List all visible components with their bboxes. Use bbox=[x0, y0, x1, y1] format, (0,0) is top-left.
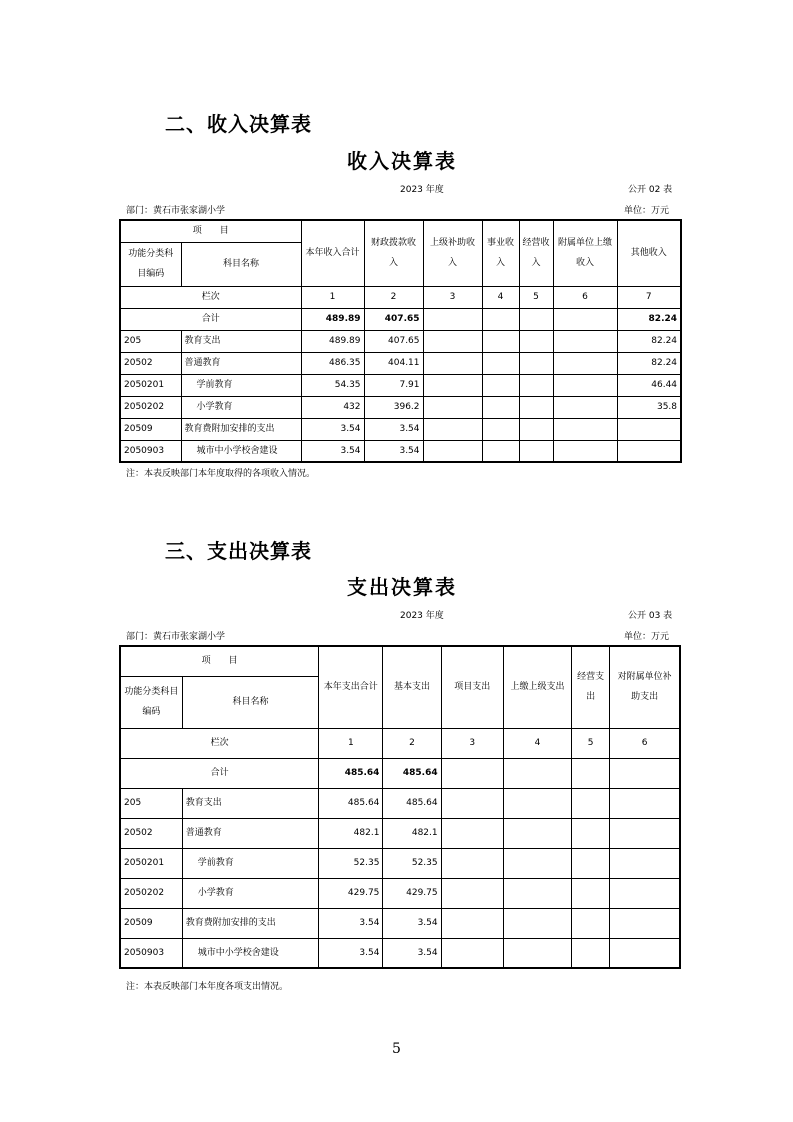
income-colnum: 1 bbox=[301, 286, 364, 308]
expense-total-value bbox=[610, 758, 680, 788]
expense-total-value bbox=[503, 758, 571, 788]
expense-total-value bbox=[572, 758, 610, 788]
income-colnum: 4 bbox=[482, 286, 519, 308]
income-row-value bbox=[617, 440, 681, 462]
income-row-value bbox=[553, 418, 617, 440]
income-row-name: 教育费附加安排的支出 bbox=[181, 418, 301, 440]
income-row-code: 20509 bbox=[120, 418, 181, 440]
income-row-value: 404.11 bbox=[364, 352, 423, 374]
section2-heading: 二、收入决算表 bbox=[165, 112, 312, 136]
expense-total-value: 485.64 bbox=[383, 758, 441, 788]
expense-table-title: 支出决算表 bbox=[347, 575, 457, 599]
income-total-label: 合计 bbox=[120, 308, 301, 330]
expense-row-value bbox=[503, 878, 571, 908]
income-row-value bbox=[423, 418, 482, 440]
expense-colnum: 3 bbox=[441, 728, 503, 758]
expense-row-value: 52.35 bbox=[383, 848, 441, 878]
income-header-superior: 上级补助收入 bbox=[423, 220, 482, 286]
income-table-row bbox=[120, 440, 681, 462]
expense-row-code: 2050903 bbox=[120, 938, 182, 968]
expense-header-project: 项目支出 bbox=[441, 646, 503, 728]
expense-row-value: 52.35 bbox=[319, 848, 383, 878]
expense-row-value bbox=[441, 878, 503, 908]
expense-colnum-label: 栏次 bbox=[120, 728, 319, 758]
income-row-value bbox=[482, 396, 519, 418]
income-total-value bbox=[482, 308, 519, 330]
expense-row-value bbox=[503, 938, 571, 968]
expense-colnum: 6 bbox=[610, 728, 680, 758]
expense-table bbox=[119, 645, 681, 969]
expense-row-value bbox=[572, 848, 610, 878]
expense-row-value bbox=[503, 788, 571, 818]
income-row-value: 35.8 bbox=[617, 396, 681, 418]
income-row-value bbox=[482, 352, 519, 374]
income-total-value bbox=[519, 308, 553, 330]
expense-header-total: 本年支出合计 bbox=[319, 646, 383, 728]
expense-total-row bbox=[120, 758, 680, 788]
income-row-value bbox=[482, 330, 519, 352]
expense-colnum: 5 bbox=[572, 728, 610, 758]
income-table-row bbox=[120, 330, 681, 352]
expense-row-value: 3.54 bbox=[319, 938, 383, 968]
income-row-value: 82.24 bbox=[617, 352, 681, 374]
expense-row-value bbox=[610, 938, 680, 968]
income-row-value bbox=[553, 352, 617, 374]
income-note: 注：本表反映部门本年度取得的各项收入情况。 bbox=[126, 469, 316, 479]
income-header-fiscal: 财政拨款收入 bbox=[364, 220, 423, 286]
expense-row-value: 485.64 bbox=[319, 788, 383, 818]
income-row-code: 20502 bbox=[120, 352, 181, 374]
expense-row-name: 城市中小学校舍建设 bbox=[182, 938, 318, 968]
expense-row-value bbox=[441, 818, 503, 848]
expense-row-code: 205 bbox=[120, 788, 182, 818]
income-row-value bbox=[519, 396, 553, 418]
expense-year: 2023 年度 bbox=[400, 611, 444, 621]
income-total-row bbox=[120, 308, 681, 330]
expense-row-value: 482.1 bbox=[383, 818, 441, 848]
income-row-value bbox=[553, 440, 617, 462]
expense-header-remit: 上缴上级支出 bbox=[503, 646, 571, 728]
income-row-value bbox=[553, 396, 617, 418]
income-row-value: 3.54 bbox=[301, 440, 364, 462]
income-row-value bbox=[423, 440, 482, 462]
expense-header-func-code: 功能分类科目编码 bbox=[120, 676, 182, 728]
expense-table-row bbox=[120, 878, 680, 908]
income-row-value bbox=[423, 374, 482, 396]
expense-header-operating: 经营支出 bbox=[572, 646, 610, 728]
income-colnum: 7 bbox=[617, 286, 681, 308]
income-total-value: 489.89 bbox=[301, 308, 364, 330]
expense-row-value bbox=[572, 878, 610, 908]
expense-row-value bbox=[610, 818, 680, 848]
expense-row-name: 教育支出 bbox=[182, 788, 318, 818]
income-row-code: 2050903 bbox=[120, 440, 181, 462]
expense-row-value bbox=[503, 908, 571, 938]
income-row-value bbox=[482, 418, 519, 440]
income-header-total: 本年收入合计 bbox=[301, 220, 364, 286]
section3-heading: 三、支出决算表 bbox=[165, 539, 312, 563]
income-row-name: 教育支出 bbox=[181, 330, 301, 352]
income-total-value: 407.65 bbox=[364, 308, 423, 330]
income-unit: 单位：万元 bbox=[624, 206, 670, 216]
income-row-value bbox=[423, 352, 482, 374]
expense-row-value bbox=[610, 878, 680, 908]
expense-table-row bbox=[120, 848, 680, 878]
expense-row-value: 3.54 bbox=[383, 908, 441, 938]
expense-row-value bbox=[441, 908, 503, 938]
expense-header-subsidy: 对附属单位补助支出 bbox=[610, 646, 680, 728]
income-row-code: 2050201 bbox=[120, 374, 181, 396]
expense-row-value bbox=[572, 788, 610, 818]
income-header-other: 其他收入 bbox=[617, 220, 681, 286]
expense-colnum: 2 bbox=[383, 728, 441, 758]
income-dept: 部门：黄石市张家湖小学 bbox=[126, 206, 226, 216]
expense-row-value bbox=[572, 908, 610, 938]
income-row-value bbox=[519, 440, 553, 462]
income-row-value bbox=[519, 418, 553, 440]
income-row-value bbox=[482, 440, 519, 462]
income-colnum: 3 bbox=[423, 286, 482, 308]
expense-row-name: 教育费附加安排的支出 bbox=[182, 908, 318, 938]
income-colnum-label: 栏次 bbox=[120, 286, 301, 308]
income-header-operating: 经营收入 bbox=[519, 220, 553, 286]
expense-total-label: 合计 bbox=[120, 758, 319, 788]
income-row-value bbox=[423, 330, 482, 352]
income-table-row bbox=[120, 374, 681, 396]
expense-row-value: 485.64 bbox=[383, 788, 441, 818]
expense-row-value: 482.1 bbox=[319, 818, 383, 848]
income-total-value bbox=[553, 308, 617, 330]
expense-row-value bbox=[572, 818, 610, 848]
expense-row-value bbox=[610, 908, 680, 938]
expense-colnum: 4 bbox=[503, 728, 571, 758]
income-row-value: 486.35 bbox=[301, 352, 364, 374]
expense-unit: 单位：万元 bbox=[624, 632, 670, 642]
income-table bbox=[119, 219, 682, 463]
expense-header-basic: 基本支出 bbox=[383, 646, 441, 728]
expense-row-code: 2050202 bbox=[120, 878, 182, 908]
expense-row-code: 20509 bbox=[120, 908, 182, 938]
expense-row-value bbox=[441, 848, 503, 878]
expense-note: 注：本表反映部门本年度各项支出情况。 bbox=[126, 982, 289, 992]
expense-table-row bbox=[120, 938, 680, 968]
income-header-func-code: 功能分类科目编码 bbox=[120, 242, 181, 286]
income-row-value bbox=[423, 396, 482, 418]
expense-total-value bbox=[441, 758, 503, 788]
income-row-value: 396.2 bbox=[364, 396, 423, 418]
income-row-name: 学前教育 bbox=[181, 374, 301, 396]
expense-row-value bbox=[610, 788, 680, 818]
expense-row-value bbox=[503, 848, 571, 878]
expense-row-value: 429.75 bbox=[383, 878, 441, 908]
expense-dept: 部门：黄石市张家湖小学 bbox=[126, 632, 226, 642]
income-row-value bbox=[482, 374, 519, 396]
income-header-item: 项 目 bbox=[120, 220, 301, 242]
income-colnum: 6 bbox=[553, 286, 617, 308]
income-colnum: 2 bbox=[364, 286, 423, 308]
expense-row-code: 2050201 bbox=[120, 848, 182, 878]
income-row-value: 3.54 bbox=[364, 418, 423, 440]
income-row-value bbox=[519, 352, 553, 374]
income-row-value bbox=[519, 374, 553, 396]
expense-row-name: 小学教育 bbox=[182, 878, 318, 908]
income-table-row bbox=[120, 396, 681, 418]
expense-row-name: 普通教育 bbox=[182, 818, 318, 848]
income-year: 2023 年度 bbox=[400, 185, 444, 195]
expense-row-value bbox=[503, 818, 571, 848]
income-total-value: 82.24 bbox=[617, 308, 681, 330]
expense-total-value: 485.64 bbox=[319, 758, 383, 788]
income-row-value: 3.54 bbox=[364, 440, 423, 462]
income-row-value: 407.65 bbox=[364, 330, 423, 352]
income-total-value bbox=[423, 308, 482, 330]
expense-header-item: 项 目 bbox=[120, 646, 319, 676]
income-row-value bbox=[553, 330, 617, 352]
income-colnum: 5 bbox=[519, 286, 553, 308]
income-row-name: 城市中小学校舍建设 bbox=[181, 440, 301, 462]
expense-row-code: 20502 bbox=[120, 818, 182, 848]
income-row-value: 489.89 bbox=[301, 330, 364, 352]
expense-row-value bbox=[572, 938, 610, 968]
page-number: 5 bbox=[392, 1041, 401, 1057]
income-table-row bbox=[120, 352, 681, 374]
expense-table-code: 公开 03 表 bbox=[628, 611, 673, 621]
expense-colnum: 1 bbox=[319, 728, 383, 758]
income-table-row bbox=[120, 418, 681, 440]
income-row-value bbox=[617, 418, 681, 440]
expense-row-value: 429.75 bbox=[319, 878, 383, 908]
income-row-code: 205 bbox=[120, 330, 181, 352]
income-row-value: 82.24 bbox=[617, 330, 681, 352]
income-row-value bbox=[519, 330, 553, 352]
income-header-affiliated: 附属单位上缴收入 bbox=[553, 220, 617, 286]
income-row-code: 2050202 bbox=[120, 396, 181, 418]
income-row-value: 54.35 bbox=[301, 374, 364, 396]
expense-row-value bbox=[610, 848, 680, 878]
income-row-name: 小学教育 bbox=[181, 396, 301, 418]
expense-row-name: 学前教育 bbox=[182, 848, 318, 878]
expense-table-row bbox=[120, 818, 680, 848]
income-row-value: 7.91 bbox=[364, 374, 423, 396]
income-row-value: 46.44 bbox=[617, 374, 681, 396]
expense-row-value: 3.54 bbox=[319, 908, 383, 938]
expense-row-value: 3.54 bbox=[383, 938, 441, 968]
expense-row-value bbox=[441, 788, 503, 818]
income-header-business: 事业收入 bbox=[482, 220, 519, 286]
expense-table-row bbox=[120, 908, 680, 938]
income-row-value: 432 bbox=[301, 396, 364, 418]
income-row-value bbox=[553, 374, 617, 396]
expense-table-row bbox=[120, 788, 680, 818]
expense-row-value bbox=[441, 938, 503, 968]
income-row-value: 3.54 bbox=[301, 418, 364, 440]
income-row-name: 普通教育 bbox=[181, 352, 301, 374]
income-table-code: 公开 02 表 bbox=[628, 185, 673, 195]
income-header-subject-name: 科目名称 bbox=[181, 242, 301, 286]
income-table-title: 收入决算表 bbox=[347, 149, 457, 173]
expense-header-subject-name: 科目名称 bbox=[182, 676, 318, 728]
